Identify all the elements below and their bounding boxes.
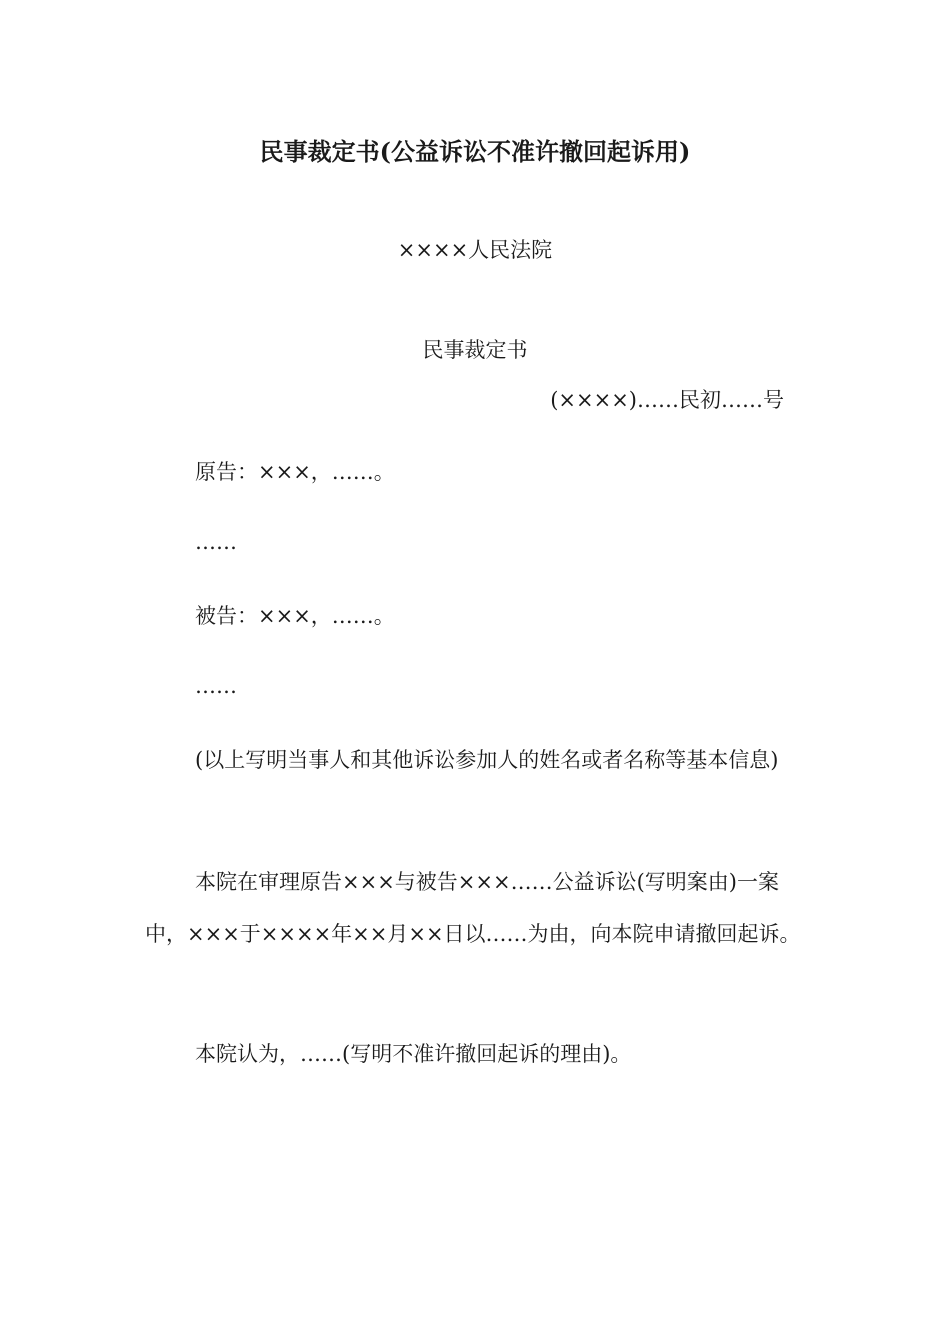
case-facts-paragraph: 本院在审理原告×××与被告×××……公益诉讼(写明案由)一案中，×××于××××年××月××日以……为由，向本院申请撤回起诉。 [145,870,801,946]
parties-note-paragraph: (以上写明当事人和其他诉讼参加人的姓名或者名称等基本信息) [195,748,779,772]
plaintiff-ellipsis: …… [195,530,237,554]
document-title: 民事裁定书(公益诉讼不准许撤回起诉用) [259,137,691,166]
document-type-heading: 民事裁定书 [422,338,528,362]
defendant-paragraph: 被告：×××，……。 [195,604,395,628]
court-opinion-paragraph: 本院认为，……(写明不准许撤回起诉的理由)。 [195,1042,632,1066]
plaintiff-paragraph: 原告：×××，……。 [195,460,395,484]
court-name: ××××人民法院 [397,238,553,262]
case-number: (××××)……民初……号 [550,388,784,412]
defendant-ellipsis: …… [195,674,237,698]
